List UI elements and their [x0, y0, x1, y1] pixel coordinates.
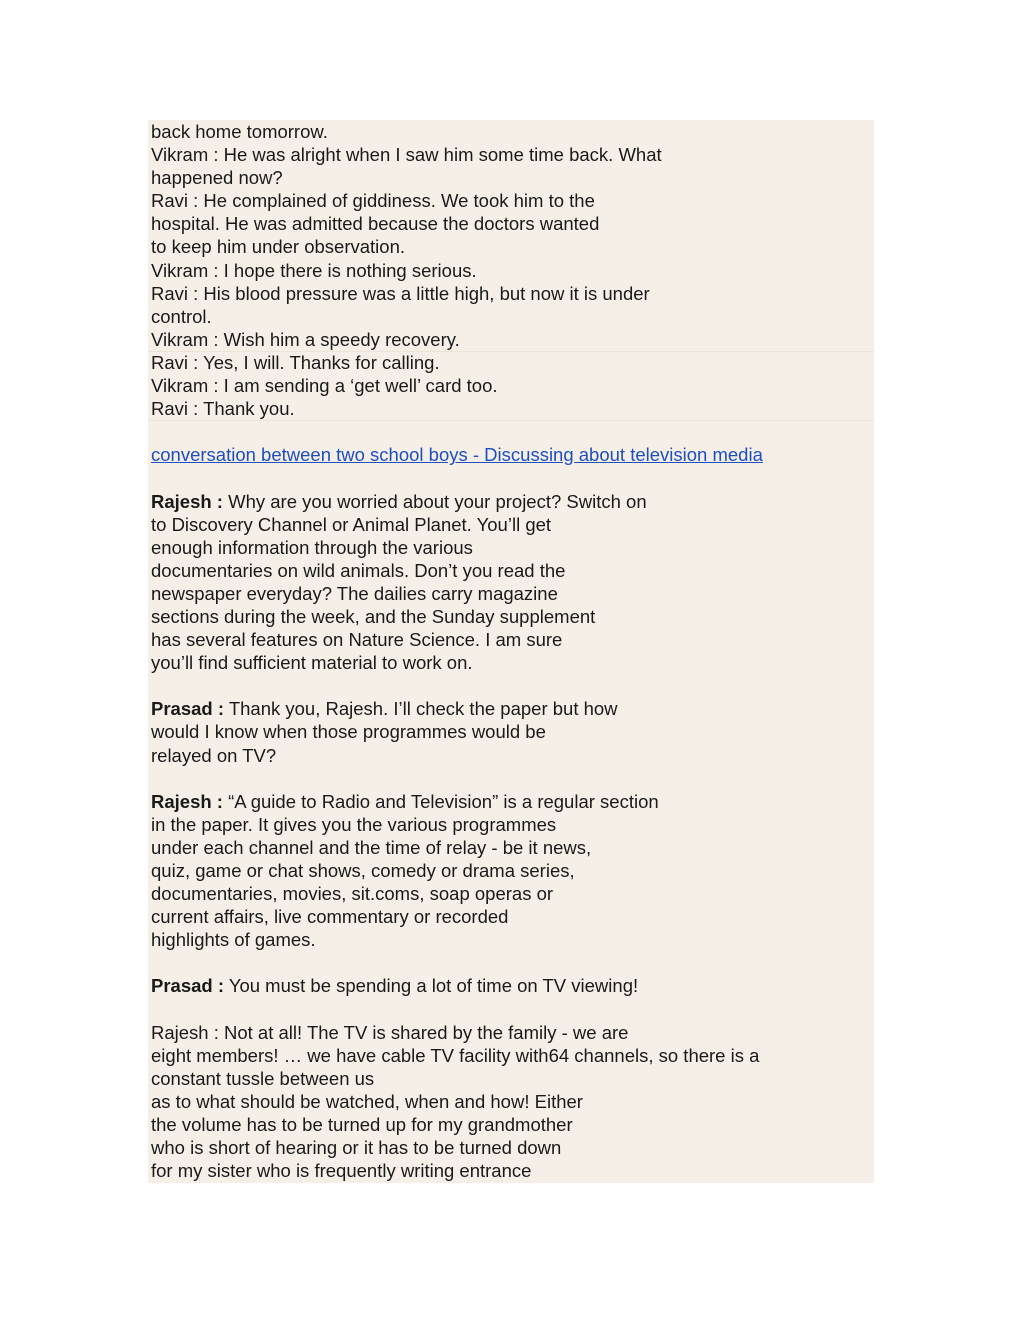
text-line: highlights of games. [151, 929, 316, 951]
text-line: newspaper everyday? The dailies carry magazine [151, 582, 558, 604]
dialogue-text: “A guide to Radio and Television” is a regular section [222, 790, 659, 812]
topic-link-text[interactable]: conversation between two school boys - Discussing about television media [151, 444, 763, 466]
text-line: has several features on Nature Science. I am sure [151, 629, 563, 651]
text-line: Vikram : I am sending a ‘get well’ card too. [151, 375, 498, 397]
text-line: Vikram : He was alright when I saw him some time back. What [151, 144, 662, 166]
text-line: constant tussle between us [151, 1067, 375, 1089]
text-line: Ravi : He complained of giddiness. We took him to the [151, 190, 595, 212]
paragraph-gap [151, 951, 851, 974]
text-line: Ravi : Yes, I will. Thanks for calling. [151, 351, 440, 373]
text-line: control. [151, 305, 212, 327]
paragraph-gap [151, 998, 851, 1021]
text-line: Rajesh : Not at all! The TV is shared by the family - we are [151, 1021, 629, 1043]
dialogue-first-line [151, 790, 851, 813]
text-line: hospital. He was admitted because the doctors wanted [151, 213, 600, 235]
text-line: documentaries on wild animals. Don’t you read the [151, 559, 566, 581]
topic-link[interactable] [151, 443, 851, 466]
text-line: relayed on TV? [151, 744, 277, 766]
paragraph-gap [151, 466, 851, 489]
text-line: you’ll find sufficient material to work on. [151, 652, 473, 674]
paragraph-gap [151, 674, 851, 697]
text-line: quiz, game or chat shows, comedy or drama series, [151, 860, 575, 881]
text-line: to keep him under observation. [151, 236, 406, 258]
dialogue-rajesh-3 [151, 1021, 851, 1183]
paragraph-gap [151, 767, 851, 790]
text-line: eight members! … we have cable TV facility with64 channels, so there is a [151, 1044, 760, 1066]
dialogue-text: Why are you worried about your project? Switch on [222, 490, 647, 512]
text-line: sections during the week, and the Sunday supplement [151, 605, 596, 627]
paragraph-gap [151, 420, 851, 443]
text-line: would I know when those programmes would be [151, 721, 546, 743]
text-line: to Discovery Channel or Animal Planet. You’ll get [151, 513, 552, 535]
dialogue-text: Thank you, Rajesh. I’ll check the paper but how [224, 698, 618, 720]
text-line: for my sister who is frequently writing entrance [151, 1160, 532, 1182]
speaker-name: Prasad : [151, 975, 225, 997]
dialogue-prasad-2 [151, 974, 851, 997]
text-line: in the paper. It gives you the various programmes [151, 813, 557, 835]
speaker-name: Prasad : [151, 698, 225, 720]
text-line: enough information through the various [151, 536, 473, 558]
text-line: who is short of hearing or it has to be turned down [151, 1137, 562, 1159]
text-line: current affairs, live commentary or recorded [151, 906, 509, 928]
text-line: Ravi : His blood pressure was a little high, but now it is under [151, 282, 650, 304]
dialogue-text: You must be spending a lot of time on TV viewing! [224, 975, 639, 997]
text-line: under each channel and the time of relay - be it news, [151, 836, 592, 858]
document-text [151, 120, 851, 1182]
speaker-name: Rajesh : [151, 490, 223, 512]
dialogue-first-line [151, 974, 851, 997]
text-line: documentaries, movies, sit.coms, soap operas or [151, 883, 554, 905]
text-line: Vikram : Wish him a speedy recovery. [151, 328, 460, 350]
text-line: back home tomorrow. [151, 121, 328, 142]
dialogue-rajesh-2 [151, 790, 851, 952]
text-line: Vikram : I hope there is nothing serious. [151, 259, 477, 281]
text-line: the volume has to be turned up for my grandmother [151, 1114, 573, 1136]
dialogue-rajesh-1 [151, 490, 851, 675]
speaker-name: Rajesh : [151, 790, 223, 812]
text-line: as to what should be watched, when and how! Either [151, 1090, 583, 1112]
text-line: Ravi : Thank you. [151, 398, 295, 420]
text-line: happened now? [151, 167, 283, 189]
dialogue-section-hospital [151, 120, 851, 420]
dialogue-first-line [151, 490, 851, 513]
dialogue-first-line [151, 697, 851, 720]
dialogue-prasad-1 [151, 697, 851, 766]
